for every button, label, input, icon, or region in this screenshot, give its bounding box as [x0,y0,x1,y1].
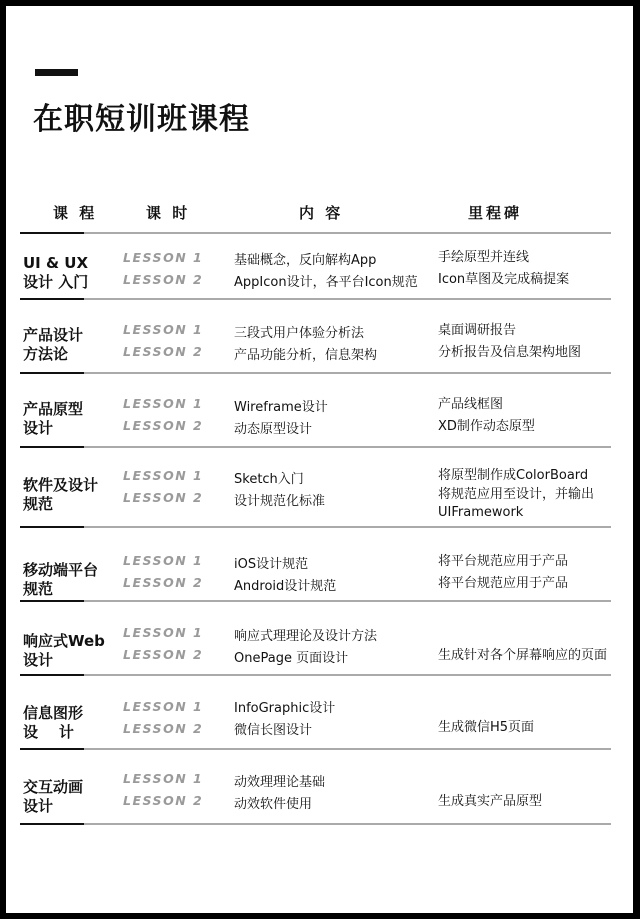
lesson-2-label: LESSON 2 [123,793,204,808]
lesson-1-label: LESSON 1 [123,625,204,640]
lesson-2-label: LESSON 2 [123,721,204,736]
row-divider [20,372,611,374]
lesson-1-milestone: 桌面调研报告 [438,323,517,338]
course-name: 信息图形 设 计 [23,704,84,741]
lesson-2-milestone: 分析报告及信息架构地图 [438,345,582,360]
course-sheet [6,6,633,913]
row-divider [20,446,611,448]
row-divider [20,748,611,750]
lesson-2-content: 产品功能分析，信息架构 [234,348,378,363]
lesson-1-content: 响应式理理论及设计方法 [234,629,378,644]
lesson-2-milestone: 生成针对各个屏幕响应的页面 [438,648,608,663]
lesson-1-content: Sketch入门 [234,472,304,487]
lesson-1-milestone: 将原型制作成ColorBoard [438,468,589,483]
row-divider [20,823,611,825]
lesson-2-milestone: 将平台规范应用于产品 [438,576,569,591]
lesson-2-content: 微信长图设计 [234,723,313,738]
course-name: 产品原型 设计 [23,400,84,437]
lesson-2-content: AppIcon设计，各平台Icon规范 [234,275,418,290]
header-course: 课 程 [53,204,98,222]
lesson-1-content: 三段式用户体验分析法 [234,326,365,341]
lesson-1-label: LESSON 1 [123,553,204,568]
lesson-2-label: LESSON 2 [123,647,204,662]
page-title: 在职短训班课程 [33,102,250,137]
lesson-2-milestone: XD制作动态原型 [438,419,535,434]
lesson-2-content: 设计规范化标准 [234,494,326,509]
lesson-1-label: LESSON 1 [123,699,204,714]
lesson-1-label: LESSON 1 [123,396,204,411]
course-name: 交互动画 设计 [23,778,84,815]
lesson-2-label: LESSON 2 [123,272,204,287]
lesson-2-milestone: 生成真实产品原型 [438,794,543,809]
lesson-2-content: 动态原型设计 [234,422,313,437]
lesson-2-label: LESSON 2 [123,575,204,590]
lesson-1-content: InfoGraphic设计 [234,701,336,716]
lesson-1-label: LESSON 1 [123,322,204,337]
lesson-2-label: LESSON 2 [123,344,204,359]
header-milestone: 里程碑 [468,204,523,222]
lesson-1-label: LESSON 1 [123,468,204,483]
course-name: 产品设计 方法论 [23,326,84,363]
lesson-2-content: 动效软件使用 [234,797,313,812]
header-divider [20,232,611,234]
row-divider [20,674,611,676]
lesson-2-label: LESSON 2 [123,418,204,433]
lesson-2-milestone: Icon草图及完成稿提案 [438,272,570,287]
lesson-1-milestone: 手绘原型并连线 [438,250,530,265]
header-content: 内 容 [299,204,344,222]
lesson-1-label: LESSON 1 [123,771,204,786]
course-name: 移动端平台 规范 [23,561,99,598]
lesson-1-label: LESSON 1 [123,250,204,265]
lesson-1-milestone: 将平台规范应用于产品 [438,554,569,569]
course-name: 响应式Web 设计 [23,632,105,669]
row-divider [20,526,611,528]
lesson-1-milestone: 产品线框图 [438,397,504,412]
course-name: 软件及设计 规范 [23,476,99,513]
lesson-2-label: LESSON 2 [123,490,204,505]
lesson-1-content: Wireframe设计 [234,400,328,415]
title-accent-bar [35,69,78,76]
lesson-1-content: 基础概念，反向解构App [234,253,377,268]
lesson-2-content: Android设计规范 [234,579,337,594]
header-hours: 课 时 [146,204,191,222]
lesson-1-content: 动效理理论基础 [234,775,326,790]
course-name: UI & UX 设计 入门 [23,254,89,291]
lesson-1-content: iOS设计规范 [234,557,309,572]
row-divider [20,600,611,602]
lesson-2-milestone: 将规范应用至设计，并输出 UIFramework [438,487,595,520]
row-divider [20,298,611,300]
lesson-2-milestone: 生成微信H5页面 [438,720,535,735]
lesson-2-content: OnePage 页面设计 [234,651,349,666]
